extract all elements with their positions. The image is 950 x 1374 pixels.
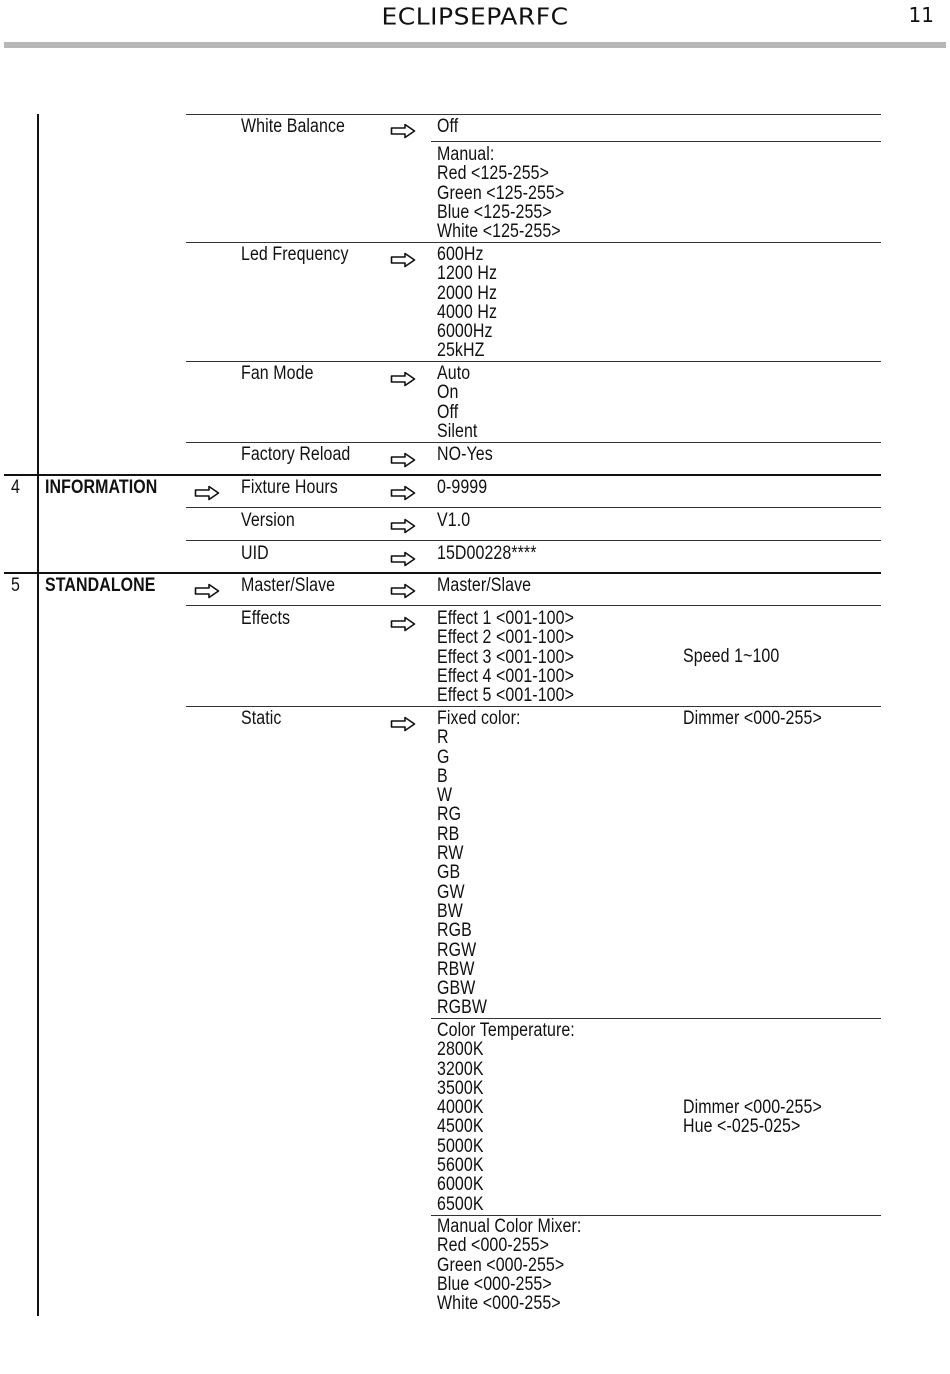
right-arrow-icon xyxy=(390,716,416,732)
manual-mixer-options xyxy=(437,1217,581,1313)
effects-options xyxy=(437,609,574,705)
header-divider xyxy=(4,42,946,48)
fixed-color-dimmer-note: Dimmer <000-255> xyxy=(683,708,822,729)
right-arrow-icon xyxy=(390,452,416,468)
list-line: RBW xyxy=(437,958,475,980)
list-line: Hue <-025-025> xyxy=(683,1116,801,1138)
list-line: 2000 Hz xyxy=(437,282,498,304)
row-divider xyxy=(186,361,881,362)
list-line: Effect 3 <001-100> xyxy=(437,646,574,668)
list-line: Effect 5 <001-100> xyxy=(437,685,574,707)
fixed-color-options xyxy=(437,709,521,1018)
right-arrow-icon xyxy=(390,252,416,268)
color-temperature-options xyxy=(437,1021,575,1214)
right-arrow-icon xyxy=(390,518,416,534)
uid-value: 15D00228**** xyxy=(437,543,537,564)
row-divider xyxy=(186,507,881,508)
right-arrow-icon xyxy=(390,371,416,387)
list-line: RB xyxy=(437,823,460,845)
section-number: 5 xyxy=(11,575,20,596)
list-line: Off xyxy=(437,116,459,137)
list-line: White <125-255> xyxy=(437,221,561,243)
list-line: Manual Color Mixer: xyxy=(437,1216,582,1237)
list-line: 3200K xyxy=(437,1058,484,1080)
list-line: 4000K xyxy=(437,1097,484,1119)
version-label: Version xyxy=(241,510,295,531)
right-arrow-icon xyxy=(390,485,416,501)
fan-mode-options xyxy=(437,364,477,441)
list-line: RGW xyxy=(437,939,477,961)
list-line: Red <125-255> xyxy=(437,163,550,185)
list-line: Effect 4 <001-100> xyxy=(437,665,574,687)
list-line: Manual: xyxy=(437,144,495,165)
white-balance-options xyxy=(437,117,458,136)
list-line: 4500K xyxy=(437,1116,484,1138)
page-number: 11 xyxy=(908,3,934,27)
list-line: Blue <125-255> xyxy=(437,201,552,223)
row-divider xyxy=(431,1018,881,1019)
factory-reload-label: Factory Reload xyxy=(241,444,351,465)
list-line: White <000-255> xyxy=(437,1293,561,1315)
list-line: 25kHZ xyxy=(437,340,485,362)
right-arrow-icon xyxy=(390,616,416,632)
list-line: RGBW xyxy=(437,997,487,1019)
list-line: 5600K xyxy=(437,1155,484,1177)
effects-speed-note: Speed 1~100 xyxy=(683,646,780,667)
row-divider xyxy=(186,540,881,541)
list-line: Green <125-255> xyxy=(437,182,565,204)
list-line: GBW xyxy=(437,978,476,1000)
effects-label: Effects xyxy=(241,608,291,629)
row-divider xyxy=(186,442,881,443)
white-balance-manual xyxy=(437,145,564,241)
list-line: Off xyxy=(437,401,459,423)
list-line: Auto xyxy=(437,363,471,384)
uid-label: UID xyxy=(241,543,269,564)
version-value: V1.0 xyxy=(437,510,471,531)
list-line: 2800K xyxy=(437,1039,484,1061)
list-line: Effect 1 <001-100> xyxy=(437,608,574,629)
list-line: BW xyxy=(437,900,463,922)
standalone-heading: STANDALONE xyxy=(45,575,156,596)
right-arrow-icon xyxy=(390,583,416,599)
list-line: G xyxy=(437,746,450,768)
list-line: 4000 Hz xyxy=(437,301,498,323)
fixture-hours-value: 0-9999 xyxy=(437,477,488,498)
section-divider xyxy=(4,572,881,574)
list-line: 5000K xyxy=(437,1135,484,1157)
list-line: 6000Hz xyxy=(437,321,493,343)
information-heading: INFORMATION xyxy=(45,477,158,498)
list-line: GB xyxy=(437,862,461,884)
list-line: R xyxy=(437,727,449,749)
master-slave-value: Master/Slave xyxy=(437,575,532,596)
list-line: 6500K xyxy=(437,1193,484,1215)
list-line: RW xyxy=(437,843,464,865)
document-title: ECLIPSEPARFC xyxy=(381,3,569,30)
section-number: 4 xyxy=(11,477,20,498)
list-line: B xyxy=(437,765,448,787)
list-line: Dimmer <000-255> xyxy=(683,1097,822,1118)
white-balance-label: White Balance xyxy=(241,116,346,137)
list-line: Red <000-255> xyxy=(437,1235,550,1257)
list-line: Effect 2 <001-100> xyxy=(437,627,574,649)
master-slave-label: Master/Slave xyxy=(241,575,336,596)
list-line: 1200 Hz xyxy=(437,263,498,285)
list-line: W xyxy=(437,785,453,807)
right-arrow-icon xyxy=(194,583,220,599)
row-divider xyxy=(431,141,881,142)
section-divider xyxy=(4,474,881,476)
list-line: Green <000-255> xyxy=(437,1254,565,1276)
list-line: On xyxy=(437,382,459,404)
list-line: Blue <000-255> xyxy=(437,1273,552,1295)
factory-reload-value: NO-Yes xyxy=(437,444,493,465)
led-frequency-label: Led Frequency xyxy=(241,244,349,265)
list-line: RG xyxy=(437,804,462,826)
fixture-hours-label: Fixture Hours xyxy=(241,477,338,498)
right-arrow-icon xyxy=(390,551,416,567)
list-line: RGB xyxy=(437,920,472,942)
row-divider xyxy=(186,706,881,707)
row-divider xyxy=(186,605,881,606)
right-arrow-icon xyxy=(194,485,220,501)
list-line: Color Temperature: xyxy=(437,1020,575,1041)
fan-mode-label: Fan Mode xyxy=(241,363,314,384)
menu-left-border xyxy=(37,114,39,1316)
static-label: Static xyxy=(241,708,282,729)
row-divider xyxy=(186,114,881,115)
row-divider xyxy=(186,242,881,243)
list-line: GW xyxy=(437,881,465,903)
list-line: 600Hz xyxy=(437,244,484,265)
list-line: Fixed color: xyxy=(437,708,521,729)
led-frequency-options xyxy=(437,245,497,361)
list-line: 3500K xyxy=(437,1077,484,1099)
list-line: 6000K xyxy=(437,1174,484,1196)
color-temperature-notes xyxy=(683,1098,822,1137)
right-arrow-icon xyxy=(390,123,416,139)
list-line: Silent xyxy=(437,420,478,442)
